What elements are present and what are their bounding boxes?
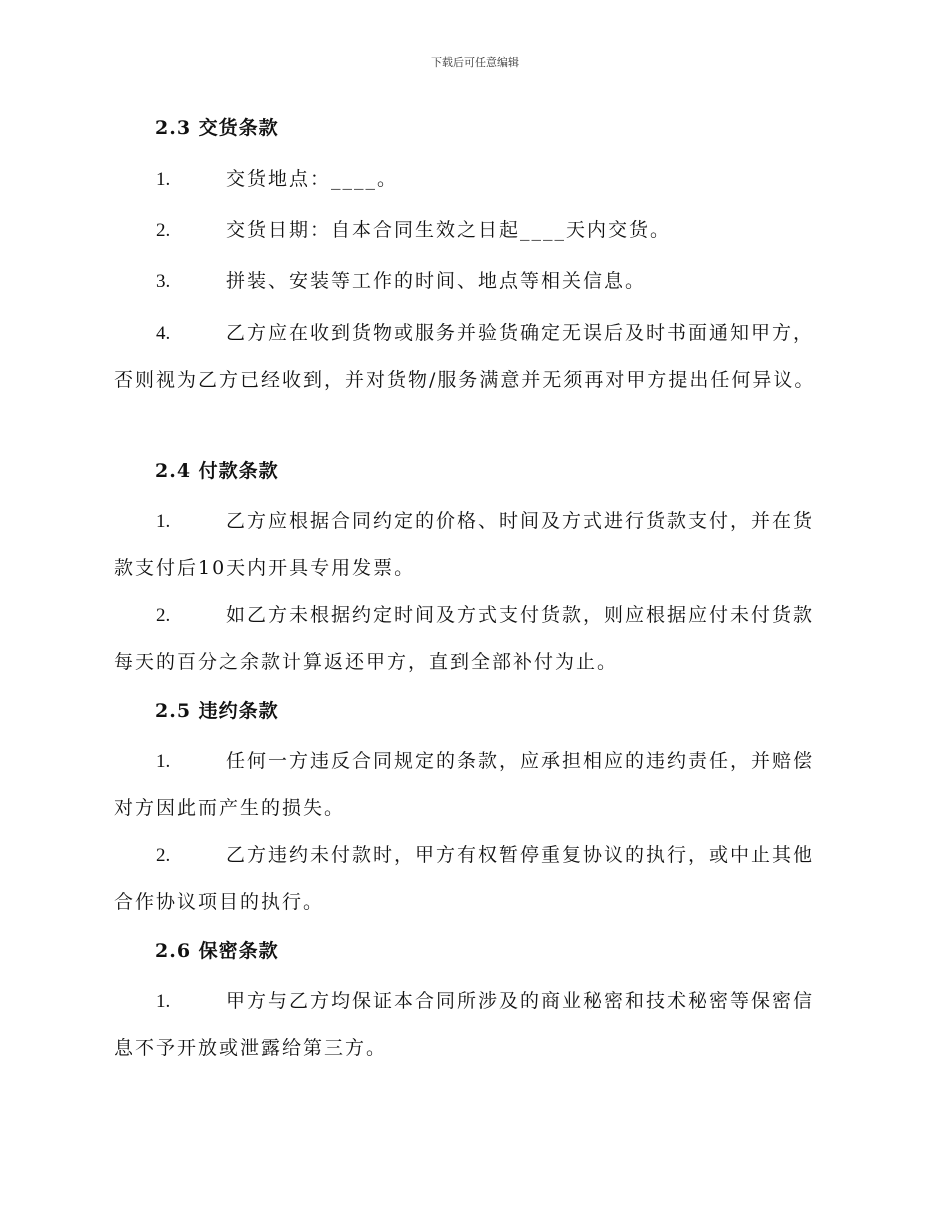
clause-text: 如乙方未根据约定时间及方式支付货款，则应根据应付未付货款每天的百分之余款计算返还甲方，直到全部补付为止。 — [114, 604, 815, 673]
clause-item — [114, 592, 832, 685]
clause-text: 乙方违约未付款时，甲方有权暂停重复协议的执行，或中止其他合作协议项目的执行。 — [114, 844, 815, 913]
clause-item — [114, 978, 832, 1071]
clause-number: 3. — [156, 271, 171, 292]
clause-text: 交货地点：____。 — [226, 168, 399, 190]
clause-item — [114, 156, 832, 203]
clause-text: 拼装、安装等工作的时间、地点等相关信息。 — [226, 270, 647, 292]
clause-item — [114, 310, 832, 403]
clause-number: 1. — [156, 991, 171, 1012]
clause-number: 1. — [156, 751, 171, 772]
clause-number: 2. — [156, 605, 171, 626]
clause-item — [114, 738, 832, 831]
clause-item — [114, 258, 832, 305]
clause-number: 1. — [156, 169, 171, 190]
clause-item — [114, 498, 832, 591]
clause-item — [114, 207, 832, 254]
section-heading-2-6: 2.6 保密条款 — [155, 940, 279, 962]
section-heading-2-5: 2.5 违约条款 — [155, 700, 279, 722]
section-heading-2-3: 2.3 交货条款 — [155, 117, 279, 139]
clause-text: 任何一方违反合同规定的条款，应承担相应的违约责任，并赔偿对方因此而产生的损失。 — [114, 750, 815, 819]
clause-text: 乙方应根据合同约定的价格、时间及方式进行货款支付，并在货款支付后10天内开具专用发票。 — [114, 510, 815, 579]
clause-item — [114, 832, 832, 925]
clause-text: 甲方与乙方均保证本合同所涉及的商业秘密和技术秘密等保密信息不予开放或泄露给第三方。 — [114, 990, 815, 1059]
clause-number: 1. — [156, 511, 171, 532]
section-heading-2-4: 2.4 付款条款 — [155, 460, 279, 482]
clause-text: 交货日期：自本合同生效之日起____天内交货。 — [226, 219, 672, 241]
page-header: 下载后可任意编辑 — [431, 56, 519, 69]
clause-number: 4. — [156, 323, 171, 344]
clause-number: 2. — [156, 220, 171, 241]
clause-text: 乙方应在收到货物或服务并验货确定无误后及时书面通知甲方，否则视为乙方已经收到，并对货物/服务满意并无须再对甲方提出任何异议。 — [114, 322, 816, 391]
clause-number: 2. — [156, 845, 171, 866]
